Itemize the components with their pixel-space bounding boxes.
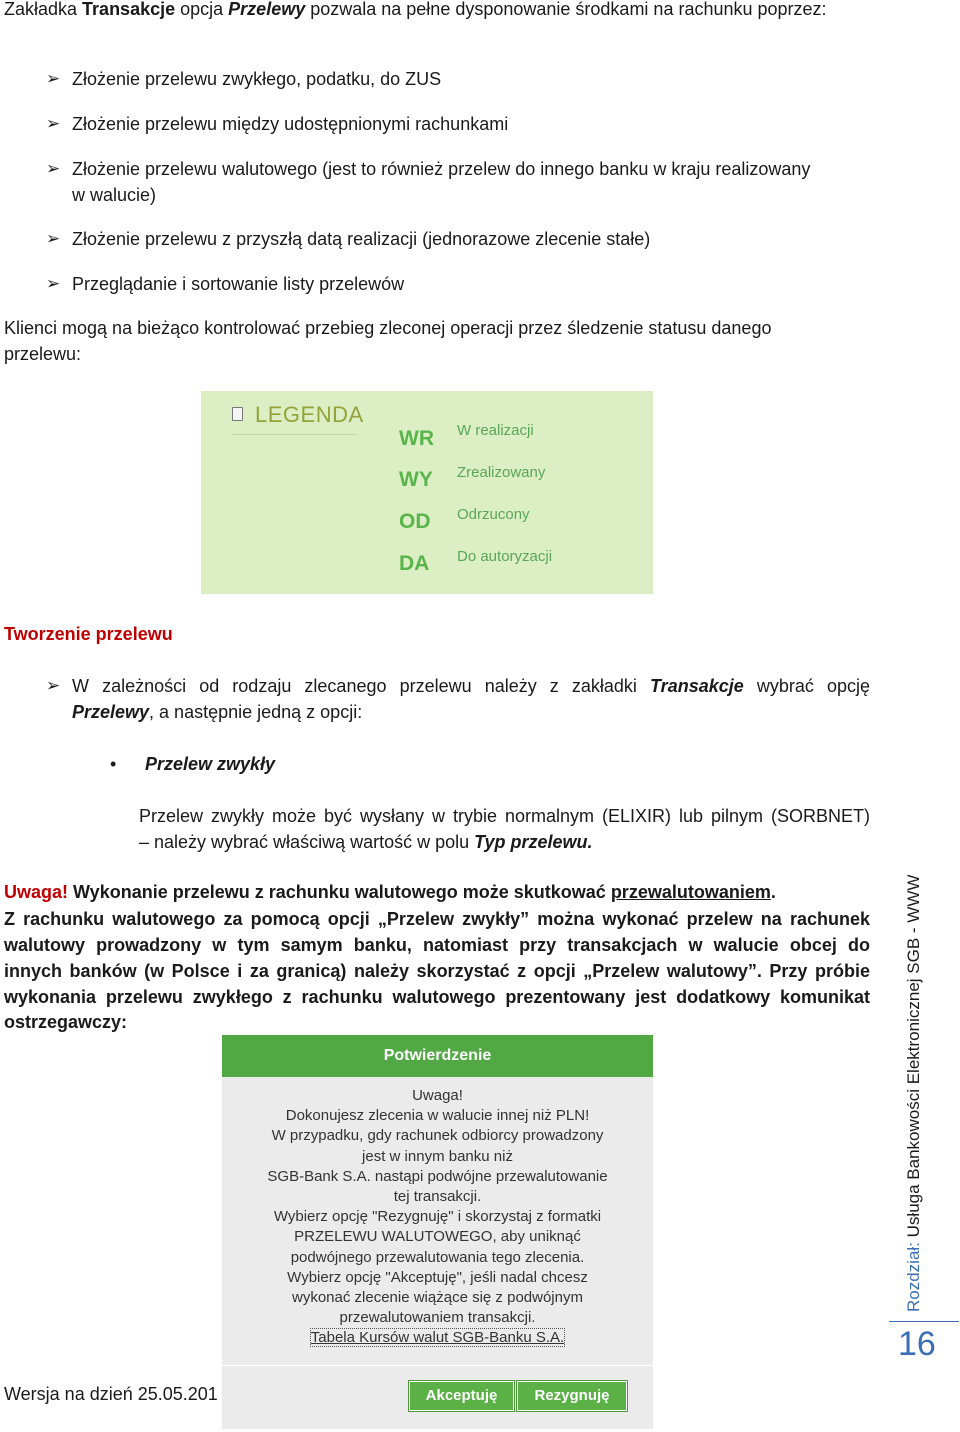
legend-code: WY [399, 468, 433, 491]
legend-title-divider [231, 434, 357, 435]
exchange-rates-link[interactable]: Tabela Kursów walut SGB-Banku S.A. [310, 1329, 565, 1347]
intro-line: Zakładka Transakcje opcja Przelewy pozwala na pełne dysponowanie środkami na rachunku poprzez: [4, 0, 827, 19]
step-tab-name: Transakcje [650, 676, 744, 696]
dot-bullet-icon: • [110, 754, 117, 774]
subitem-description: Przelew zwykły może być wysłany w trybie normalnym (ELIXIR) lub pilnym (SORBNET) [139, 806, 870, 826]
legend-code: DA [399, 552, 430, 575]
warning-label: Uwaga! [4, 882, 69, 902]
legend-code: WR [399, 427, 434, 450]
feature-item: ➢ Złożenie przelewu walutowego (jest to również przelew do innego banku w kraju realizowany w walucie) [46, 156, 870, 208]
status-paragraph-line: Klienci mogą na bieżąco kontrolować przebieg zleconej operacji przez śledzenie statusu danego [4, 318, 772, 338]
chapter-title: Rozdział: Usługa Bankowości Elektronicznej SGB - WWW [904, 874, 923, 1312]
subitem-title: Przelew zwykły [145, 754, 276, 774]
intro-tab-name: Transakcje [82, 0, 176, 19]
dialog-title: Potwierdzenie [222, 1035, 653, 1077]
step-item: ➢ W zależności od rodzaju zlecanego przelewu należy z zakładki Transakcje wybrać opcję Przelewy, a następnie jedną z opcji: [46, 673, 870, 725]
dialog-divider [222, 1365, 653, 1366]
subitem-description: – należy wybrać właściwą wartość w polu Typ przelewu. [139, 832, 593, 852]
field-name: Typ przelewu. [474, 832, 593, 852]
arrow-bullet-icon: ➢ [46, 114, 61, 133]
arrow-bullet-icon: ➢ [46, 159, 61, 178]
page-number: 16 [898, 1325, 936, 1363]
warning-line: Uwaga! Wykonanie przelewu z rachunku walutowego może skutkować przewalutowaniem. [4, 882, 776, 902]
reject-button[interactable]: Rezygnuję [517, 1381, 627, 1411]
status-legend-panel [201, 391, 653, 594]
warning-link-text: przewalutowaniem [610, 882, 771, 902]
feature-item: ➢ Złożenie przelewu z przyszłą datą realizacji (jednorazowe zlecenie stałe) [46, 226, 870, 252]
feature-item: ➢ Złożenie przelewu zwykłego, podatku, do ZUS [46, 66, 870, 92]
intro-option-name: Przelewy [228, 0, 306, 19]
status-paragraph-line: przelewu: [4, 344, 82, 364]
warning-paragraph: Z rachunku walutowego za pomocą opcji „Przelew zwykły” można wykonać przelew na rachunek walutowy prowadzony w tym samym banku, natomiast przy transakcjach w walucie obcej do innych banków (w Polsce i za granicą) należy skorzystać z opcji „Przelew walutowy”. Przy próbie wykonania przelewu zwykłego z rachunku walutowego prezentowany jest dodatkowy komunikat [4, 909, 870, 1007]
legend-label: Zrealizowany [457, 464, 546, 481]
legend-label: W realizacji [457, 422, 534, 439]
legend-label: Odrzucony [457, 506, 530, 523]
footer-version: Wersja na dzień 25.05.201 [4, 1384, 218, 1404]
legend-title: LEGENDA [255, 402, 364, 427]
arrow-bullet-icon: ➢ [46, 676, 61, 695]
legend-code: OD [399, 510, 431, 533]
accept-button[interactable]: Akceptuję [409, 1381, 514, 1411]
section-heading: Tworzenie przelewu [4, 624, 173, 644]
confirmation-dialog [222, 1035, 653, 1429]
arrow-bullet-icon: ➢ [46, 69, 61, 88]
warning-paragraph-end: ostrzegawczy: [4, 1012, 128, 1032]
chapter-label: Rozdział: [904, 1242, 923, 1312]
feature-item: ➢ Złożenie przelewu między udostępnionymi rachunkami [46, 111, 870, 137]
step-option-name: Przelewy [72, 702, 150, 722]
arrow-bullet-icon: ➢ [46, 274, 61, 293]
legend-label: Do autoryzacji [457, 548, 553, 565]
feature-item: ➢ Przeglądanie i sortowanie listy przelewów [46, 271, 870, 297]
clipboard-icon [232, 407, 243, 421]
arrow-bullet-icon: ➢ [46, 229, 61, 248]
page-number-divider [889, 1321, 959, 1322]
dialog-message: Uwaga! Dokonujesz zlecenia w walucie innej niż PLN! W przypadku, gdy rachunek odbiorcy prowadzony jest w innym banku niż SGB-Bank S.A. nastąpi podwójne przewalutowanie tej transakcji. Wybierz opcję "Rezygnuję" i skorzystaj z formatki PRZELEWU WALUTOWEGO, aby uniknąć podwójnego przewalutowania tego zlecenia. Wybierz opcję "Akceptuję", jeśli nadal chcesz wykonać zlecenie wiążące się z podwójnym przewalutowaniem transakcji. Tabela Kursów walut SGB-Banku S.A. [267, 1087, 608, 1347]
